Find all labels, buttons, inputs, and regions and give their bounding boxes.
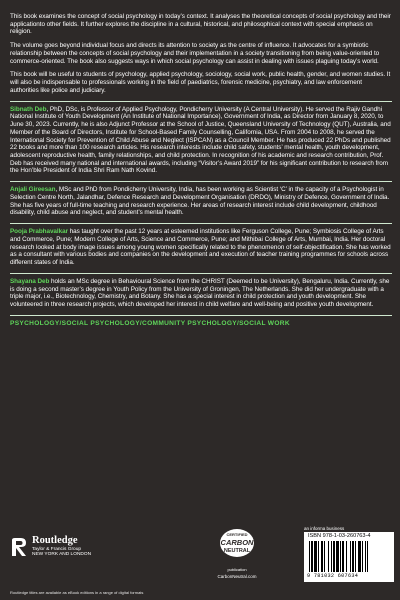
barcode-bar xyxy=(324,541,325,572)
publisher-name: Routledge xyxy=(32,535,78,546)
barcode-bar xyxy=(346,541,347,572)
ebook-note: Routledge titles are available as eBook editions in a range of digital formats xyxy=(10,590,144,595)
barcode-bar xyxy=(350,541,351,572)
barcode-bar xyxy=(336,541,339,572)
carbon-bottom-label: NEUTRAL xyxy=(223,548,251,554)
carbon-url: CarbonNeutral.com xyxy=(217,574,257,579)
barcode-icon xyxy=(309,541,389,572)
barcode-bar xyxy=(309,541,310,572)
barcode-bar xyxy=(365,541,366,572)
divider xyxy=(10,101,392,102)
barcode-area xyxy=(304,526,394,586)
back-cover-footer xyxy=(10,528,392,590)
barcode-bar xyxy=(318,541,319,572)
intro-paragraph-1: This book examines the concept of social psychology in today’s context. It analyses the theoretical concepts of social psychology and their applicationto other fields. It further explores the discipline in a cultural, historical, and philosophical context with special emphasis on religion. xyxy=(10,13,391,36)
intro-paragraph-3: This book will be useful to students of psychology, applied psychology, sociology, social work, public health, gender, and women studies. It will also be indispensable to professionals working in the field of paediatrics, forensic medicine, psychiatry, and law enforcement authorities like police and judiciary. xyxy=(10,71,391,94)
barcode-bar xyxy=(333,541,335,572)
author-bio-text: , PhD, DSc, is Professor of Applied Psychology, Pondicherry University (A Central University). He served the Rajiv Gandhi National Institute of Youth Development (An Institute of National Importance), Government of India, as Director from January 8, 2020, to June 30, 2023. Currently, he is also Adjunct Professor at the School of Justice, Queensland University of Technology (QUT), Australia, and Member of the Board of Directors, Institute for School-Based Family Counselling, California, USA. From 2004 to 2008, he served the International Society for Prevention of Child Abuse and Neglect (ISPCAN) as a Council Member. He has produced 22 PhDs and published 22 books and more than 100 research articles. His research interests include child safety, students’ mental health, youth development, adolescent reproductive health, family relationships, and child protection. In recognition of his academic and research contribution, Prof. Deb has received many national and international awards, including “Visitor’s Award 2019” for his significant contribution to research from the Hon’ble President of India Shri Ram Nath Kovind. xyxy=(10,105,391,175)
informa-label: an informa business xyxy=(304,526,345,531)
carbon-neutral-icon xyxy=(219,528,255,562)
bio-sibnath-deb xyxy=(10,106,392,176)
intro-paragraph-2: The volume goes beyond individual focus and directs its attention to society as the centre of influence. It advocates for a symbiotic relationship between the concepts of social psychology and their implementation in a society transitioning from being value-oriented to commerce-oriented. The book also suggests ways in which social psychology can assist in dealing with issues plaguing today’s world. xyxy=(10,42,380,65)
divider xyxy=(10,223,392,224)
routledge-logo xyxy=(10,536,91,557)
author-bio-text: holds an MSc degree in Behavioural Science from the CHRIST (Deemed to be University), Bengaluru, India. Currently, she is doing a second master’s degree in Youth Policy from the University of Groningen, The Netherlands. She did her undergraduate with a triple major, i.e., Biotechnology, Chemistry, and Botany. She has a special interest in child protection and youth development. She volunteered in three research projects, which developed her interest in child welfare and well-being and positive youth development. xyxy=(10,277,390,309)
back-cover-text xyxy=(10,13,392,328)
divider xyxy=(10,181,392,182)
author-name: Sibnath Deb xyxy=(10,105,47,113)
barcode-bar xyxy=(355,541,356,572)
isbn-text: ISBN 978-1-03-260763-4 xyxy=(308,533,371,539)
barcode-bar xyxy=(321,541,323,572)
bio-pooja-prabhavalkar xyxy=(10,228,392,267)
divider xyxy=(10,315,392,316)
author-name: Anjali Gireesan xyxy=(10,186,56,194)
bio-anjali-gireesan xyxy=(10,186,392,217)
barcode-digits: 9 781032 607634 xyxy=(307,573,359,579)
barcode-bar xyxy=(328,541,329,572)
author-bio-text: , MSc and PhD from Pondicherry University, India, has been working as Scientist ‘C’ in the capacity of a Psychologist in Selection Centre North, Jalandhar, Defence Research and Development Organisation (DRDO), Ministry of Defence, Government of India. She has five years of full-time teaching and research experience. Her areas of research interest include child development, childhood disability, child abuse and neglect, and student’s mental health. xyxy=(10,186,390,217)
barcode-bar xyxy=(314,541,317,572)
publisher-group: Taylor & Francis Group xyxy=(32,546,82,552)
barcode-panel xyxy=(304,532,394,582)
divider xyxy=(10,273,392,274)
carbon-top-label: CERTIFIED xyxy=(226,532,248,537)
carbon-mid-label: CARBON xyxy=(220,538,254,547)
carbon-publication-label: publication xyxy=(227,567,247,572)
bio-shayana-deb xyxy=(10,278,392,309)
author-bio-text: has taught over the past 12 years at esteemed institutions like Ferguson College, Pune; Symbiosis College of Arts and Commerce, Pune; Modern College of Arts, Science and Commerce, Pune; and Mithibai College of Arts, Mumbai, India. Her doctoral research looked at body image issues among young women specifically related to the phenomenon of self-objectification. She has worked as a consultant with various bodies and companies on the development and execution of teacher training programmes for schools across different states of India. xyxy=(10,228,391,267)
carbon-neutral-badge xyxy=(215,528,259,579)
routledge-mark-icon xyxy=(10,537,28,557)
barcode-bar xyxy=(358,541,361,572)
subject-categories: PSYCHOLOGY/SOCIAL PSYCHOLOGY/COMMUNITY PSYCHOLOGY/SOCIAL WORK xyxy=(10,319,290,327)
barcode-bar xyxy=(331,541,332,572)
author-name: Shayana Deb xyxy=(10,277,50,285)
barcode-bar xyxy=(311,541,313,572)
barcode-bar xyxy=(352,541,354,572)
publisher-cities: NEW YORK AND LONDON xyxy=(32,551,92,557)
barcode-bar xyxy=(367,541,368,572)
barcode-bar xyxy=(362,541,363,572)
barcode-bar xyxy=(340,541,341,572)
barcode-bar xyxy=(342,541,344,572)
author-name: Pooja Prabhavalkar xyxy=(10,228,68,236)
